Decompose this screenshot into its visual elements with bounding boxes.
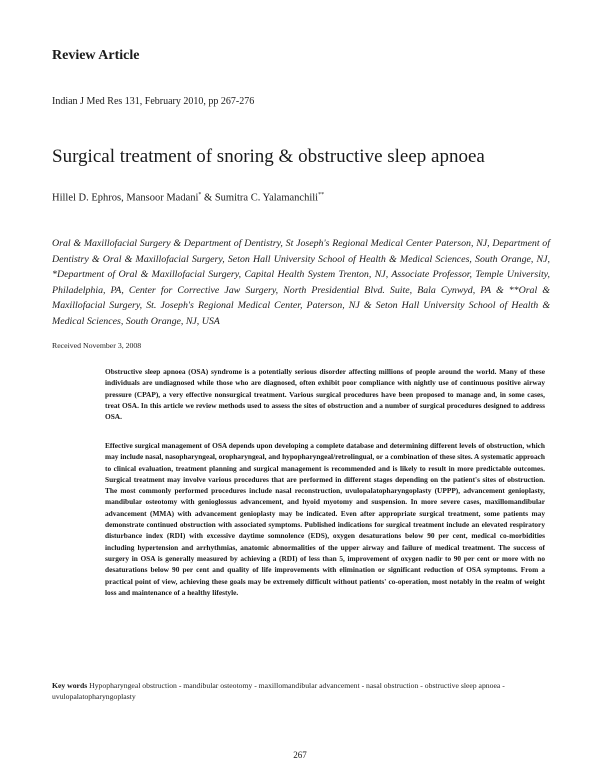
- journal-citation: Indian J Med Res 131, February 2010, pp 267-276: [52, 96, 255, 107]
- keywords-list: Hypopharyngeal obstruction - mandibular osteotomy - maxillomandibular advancement - nasal obstruction - obstructive sleep apnoea - uvulopalatopharyngoplasty: [52, 681, 505, 701]
- abstract-paragraph-2: Effective surgical management of OSA depends upon developing a complete database and determining different levels of obstruction, which may include nasal, nasopharyngeal, oropharyngeal, and hypopharyngeal/retrolingual, or a combination of these sites. A systematic approach to clinical evaluation, treatment planning and surgical management is recommended and is likely to result in more predictable outcomes. Surgical treatment may involve various procedures that are performed in different stages depending on the patient's sites of obstruction. The most commonly performed procedures include nasal reconstruction, uvulopalatopharyngoplasty (UPPP), advancement genioplasty, mandibular osteotomy with genioglossus advancement, and hyoid myotomy and suspension. In more severe cases, maxillomandibular advancement (MMA) with advancement genioplasty may be indicated. Even after appropriate surgical treatment, some patients may demonstrate continued obstruction with associated symptoms. Published indications for surgical treatment include an elevated respiratory disturbance index (RDI) with excessive daytime somnolence (EDS), oxygen desaturations below 90 per cent, medical co-morbidities including hypertension and arrhythmias, anatomic abnormalities of the upper airway and failure of medical treatment. The success of surgery in OSA is generally measured by achieving a (RDI) of less than 5, improvement of oxygen nadir to 90 per cent or more with no desaturations below 90 per cent and quality of life improvements with elimination or significant reduction of OSA symptoms. From a practical point of view, achieving these goals may be extremely difficult without patients' co-operation, most notably in the realm of weight loss and maintenance of a healthy lifestyle.: [105, 441, 545, 597]
- author-names-2: Sumitra C. Yalamanchili: [214, 192, 319, 204]
- author-separator: &: [201, 192, 215, 204]
- received-date: Received November 3, 2008: [52, 341, 142, 350]
- section-label: Review Article: [52, 48, 140, 63]
- author-marker-1: *: [198, 192, 202, 198]
- page-number: 267: [293, 750, 307, 760]
- keywords-label: Key words: [52, 681, 88, 690]
- author-names-1: Hillel D. Ephros, Mansoor Madani: [52, 192, 199, 204]
- article-title: Surgical treatment of snoring & obstructive sleep apnoea: [52, 146, 485, 167]
- keywords-section: [52, 680, 550, 702]
- author-marker-2: **: [318, 192, 325, 198]
- affiliations: Oral & Maxillofacial Surgery & Department of Dentistry, St Joseph's Regional Medical Center Paterson, NJ, Department of Dentistry & Oral & Maxillofacial Surgery, Seton Hall University School of Health & Medical Sciences, South Orange, NJ, *Department of Oral & Maxillofacial Surgery, Capital Health System Trenton, NJ, Associate Professor, Temple University, Philadelphia, PA, Center for Corrective Jaw Surgery, North Presidential Blvd. Suite, Bala Cynwyd, PA & **Oral & Maxillofacial Surgery, St. Joseph's Regional Medical Center, Paterson, NJ & Seton Hall University School of Health & Medical Sciences, South Orange, NJ, USA: [52, 238, 550, 327]
- abstract-paragraph-1: Obstructive sleep apnoea (OSA) syndrome is a potentially serious disorder affecting millions of people around the world. Many of these individuals are undiagnosed while those who are diagnosed, often exhibit poor compliance with nightly use of continuous positive airway pressure (CPAP), a very effective nonsurgical treatment. Various surgical procedures have been proposed to manage and, in some cases, treat OSA. In this article we review methods used to assess the sites of obstruction and a number of surgical procedures designed to address OSA.: [105, 367, 545, 422]
- author-list: [52, 192, 324, 204]
